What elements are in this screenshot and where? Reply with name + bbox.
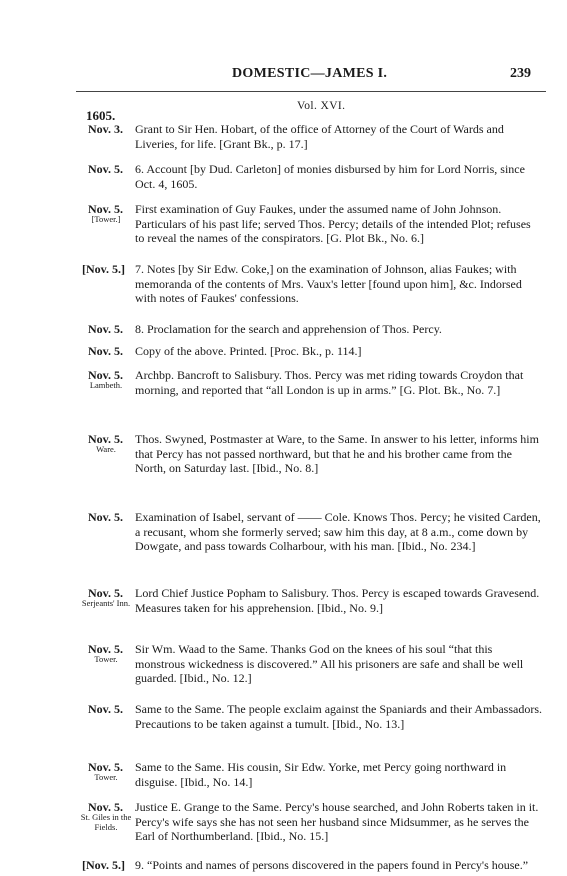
entry-place: Lambeth. (89, 380, 123, 390)
entry-text: Sir Wm. Waad to the Same. Thanks God on the knees of his soul “that this monstrous wickedness is discovered.” All his prisoners are safe and shall be well guarded. [Ibid., No. 12.] (135, 642, 524, 686)
entry-date: Nov. 5. (88, 760, 124, 774)
entry-date: Nov. 5. (88, 202, 124, 216)
entry-text: Examination of Isabel, servant of —— Cole. Knows Thos. Percy; he visited Carden, a recusant, whom she formerly served; saw him this day, at 8 a.m., come down by Dowgate, and pass towards Colharbour, with his man. [Ibid., No. 234.] (135, 510, 541, 554)
entry-place: Serjeants' Inn. (81, 598, 131, 608)
entry-date: Nov. 5. (88, 368, 124, 382)
entry-date: Nov. 5. (88, 586, 124, 600)
entry-text: Lord Chief Justice Popham to Salisbury. Thos. Percy is escaped towards Gravesend. Measures taken for his apprehension. [Ibid., No. 9.] (135, 586, 540, 615)
entry-text: Same to the Same. His cousin, Sir Edw. Yorke, met Percy going northward in disguise. [Ibid., No. 14.] (135, 760, 507, 789)
entry-text: Same to the Same. The people exclaim against the Spaniards and their Ambassadors. Precautions to be taken against a tumult. [Ibid., No. 13.] (135, 702, 543, 731)
entry-text: Justice E. Grange to the Same. Percy's house searched, and John Roberts taken in it. Percy's wife says she has not seen her husband since Midsummer, as he serves the Earl of Northumberland. [Ibid., No. 15.] (135, 800, 539, 844)
header-rule (76, 91, 546, 92)
entry-text: 8. Proclamation for the search and apprehension of Thos. Percy. (135, 322, 442, 336)
entry-date: Nov. 5. (88, 322, 124, 336)
page-header (0, 66, 567, 86)
entry-date: Nov. 5. (88, 642, 124, 656)
year-label: 1605. (86, 108, 116, 123)
entry-text: Thos. Swyned, Postmaster at Ware, to the Same. In answer to his letter, informs him that Percy has not passed northward, but that he and his brother came from the North, on Saturday last. [Ibid., No. 8.] (135, 432, 539, 476)
page-number: 239 (510, 66, 531, 81)
entry-place: St. Giles in the Fields. (80, 812, 132, 832)
entry-date: [Nov. 5.] (82, 858, 125, 872)
entry-text: 9. “Points and names of persons discovered in the papers found in Percy's house.” (135, 858, 529, 872)
entry-text: First examination of Guy Faukes, under the assumed name of John Johnson. Particulars of his past life; served Thos. Percy; details of the intended Plot; refuses to reveal the names of the conspirators. [G. Plot Bk., No. 6.] (135, 202, 531, 246)
entry-date: Nov. 5. (88, 344, 124, 358)
running-head: DOMESTIC—JAMES I. (232, 66, 388, 81)
entry-date: Nov. 5. (88, 432, 124, 446)
entry-date: Nov. 5. (88, 510, 124, 524)
entry-text: Copy of the above. Printed. [Proc. Bk., p. 114.] (135, 344, 362, 358)
entry-date: Nov. 5. (88, 162, 124, 176)
entry-place: Tower. (94, 654, 118, 664)
entry-text: Grant to Sir Hen. Hobart, of the office of Attorney of the Court of Wards and Liveries, for life. [Grant Bk., p. 17.] (135, 122, 504, 151)
entry-text: Archbp. Bancroft to Salisbury. Thos. Percy was met riding towards Croydon that morning, and reported that “all London is up in arms.” [G. Plot. Bk., No. 7.] (135, 368, 524, 397)
entry-text: 6. Account [by Dud. Carleton] of monies disbursed by him for Lord Norris, since Oct. 4, 1605. (135, 162, 525, 191)
entry-place: Tower. (94, 772, 118, 782)
entry-place: [Tower.] (91, 214, 121, 224)
entry-date: [Nov. 5.] (82, 262, 125, 276)
entry-place: Ware. (96, 444, 116, 454)
volume-heading: Vol. XVI. (297, 100, 346, 112)
entry-date: Nov. 5. (88, 800, 124, 814)
entry-date: Nov. 5. (88, 702, 124, 716)
entry-text: 7. Notes [by Sir Edw. Coke,] on the examination of Johnson, alias Faukes; with memoranda of the contents of Mrs. Vaux's letter [found upon him], &c. Indorsed with notes of Faukes' confessions. (135, 262, 522, 306)
entry-date: Nov. 3. (88, 122, 124, 136)
